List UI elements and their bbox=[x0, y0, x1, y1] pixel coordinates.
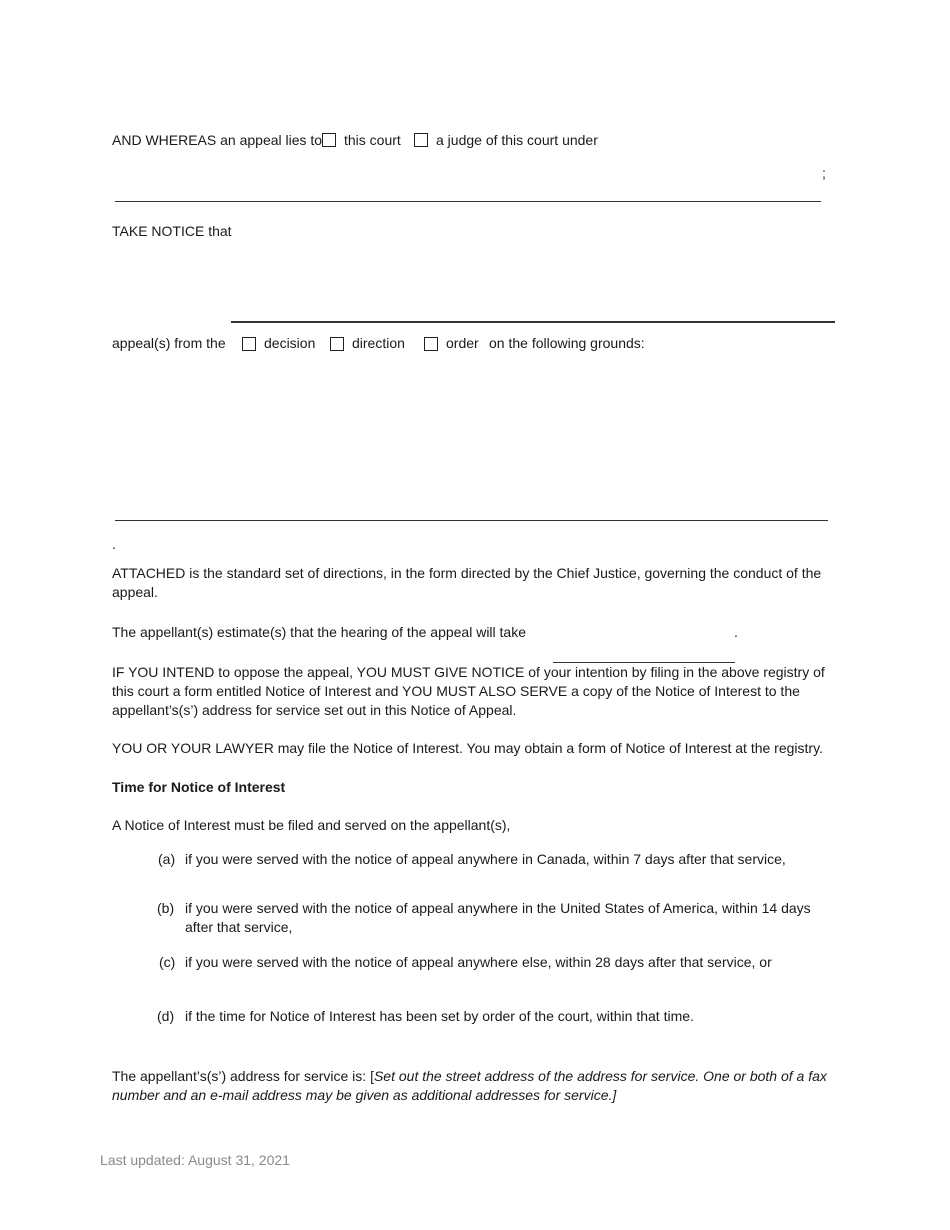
grounds-fill-line[interactable] bbox=[115, 520, 828, 521]
list-item-text: if you were served with the notice of appeal anywhere in the United States of America, within 14 days after that service, bbox=[185, 900, 811, 935]
list-item-text: if the time for Notice of Interest has been set by order of the court, within that time. bbox=[185, 1008, 694, 1024]
label-order: order bbox=[446, 335, 479, 351]
label-judge-of-court: a judge of this court under bbox=[436, 132, 598, 148]
take-notice-fill-line[interactable] bbox=[231, 321, 835, 323]
must-be-filed-text: A Notice of Interest must be filed and served on the appellant(s), bbox=[112, 817, 511, 833]
address-paragraph bbox=[112, 1067, 838, 1105]
checkbox-this-court[interactable] bbox=[322, 133, 336, 147]
last-updated-footer: Last updated: August 31, 2021 bbox=[100, 1152, 290, 1168]
label-decision: decision bbox=[264, 335, 316, 351]
time-heading: Time for Notice of Interest bbox=[112, 779, 286, 795]
estimate-text: The appellant(s) estimate(s) that the hearing of the appeal will take bbox=[112, 624, 527, 640]
list-item-text: if you were served with the notice of appeal anywhere else, within 28 days after that service, or bbox=[185, 954, 772, 970]
whereas-semicolon: ; bbox=[822, 165, 826, 181]
list-item-marker: (c) bbox=[159, 954, 176, 970]
list-item-marker: (a) bbox=[158, 851, 176, 867]
address-prefix: The appellant’s(s’) address for service is: [ bbox=[112, 1068, 374, 1084]
list-item-marker: (b) bbox=[157, 900, 175, 916]
take-notice-label: TAKE NOTICE that bbox=[112, 223, 232, 239]
list-item-text: if you were served with the notice of appeal anywhere in Canada, within 7 days after that service, bbox=[185, 851, 786, 867]
address-instructions: Set out the street address of the address for service. One or both of a fax number and an e-mail address may be given as additional addresses for service.] bbox=[112, 1068, 827, 1103]
whereas-prefix: AND WHEREAS an appeal lies to bbox=[112, 132, 323, 148]
stray-dot: . bbox=[112, 536, 116, 552]
intend-paragraph: IF YOU INTEND to oppose the appeal, YOU MUST GIVE NOTICE of your intention by filing in the above registry of this court a form entitled Notice of Interest and YOU MUST ALSO SERVE a copy of the Notice of Interest to the appellant’s(s’) address for service set out in this Notice of Appeal. bbox=[112, 664, 825, 718]
checkbox-order[interactable] bbox=[424, 337, 438, 351]
checkbox-judge-of-court[interactable] bbox=[414, 133, 428, 147]
label-this-court: this court bbox=[344, 132, 401, 148]
statute-fill-line[interactable] bbox=[115, 201, 821, 202]
checkbox-decision[interactable] bbox=[242, 337, 256, 351]
lawyer-paragraph: YOU OR YOUR LAWYER may file the Notice of Interest. You may obtain a form of Notice of Interest at the registry. bbox=[112, 740, 823, 756]
estimate-period: . bbox=[734, 624, 738, 640]
checkbox-direction[interactable] bbox=[330, 337, 344, 351]
appeal-from-prefix: appeal(s) from the bbox=[112, 335, 226, 351]
list-item-marker: (d) bbox=[157, 1008, 175, 1024]
label-direction: direction bbox=[352, 335, 405, 351]
attached-paragraph: ATTACHED is the standard set of directions, in the form directed by the Chief Justice, governing the conduct of the appeal. bbox=[112, 565, 822, 600]
appeal-from-suffix: on the following grounds: bbox=[489, 335, 645, 351]
